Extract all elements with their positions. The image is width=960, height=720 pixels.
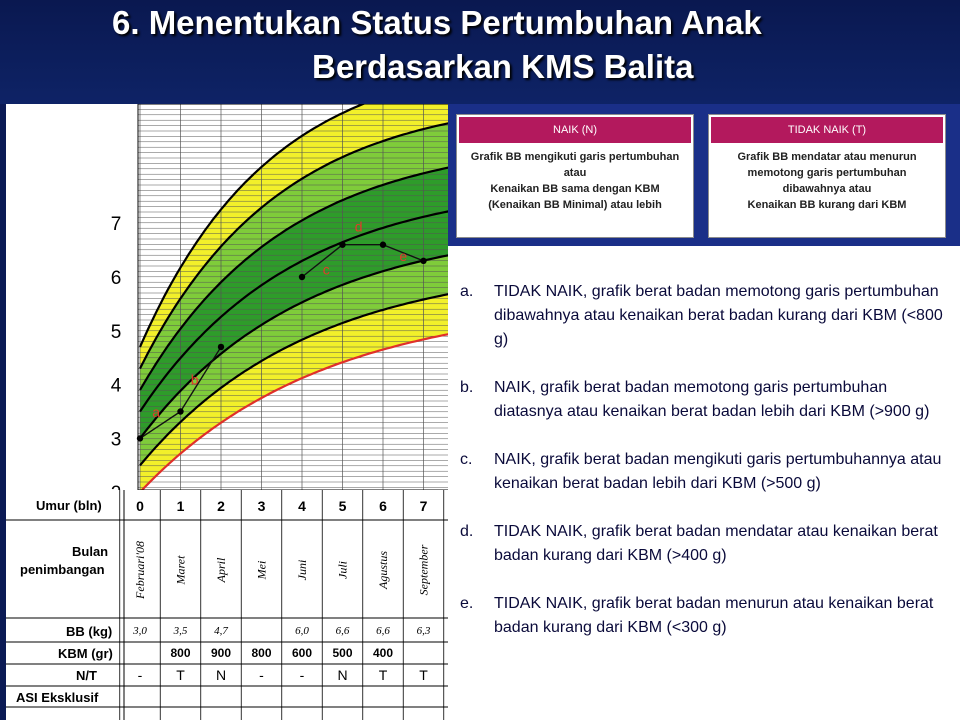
legend-tidak-line-2: Kenaikan BB kurang dari KBM — [747, 199, 907, 211]
nt-value: N — [337, 667, 348, 683]
kbm-label: KBM (gr) — [58, 646, 113, 661]
explanation-text: NAIK, grafik berat badan mengikuti garis pertumbuhannya atau kenaikan berat badan lebih dari KBM (>500 g) — [494, 451, 942, 492]
explanation-text: TIDAK NAIK, grafik berat badan menurun atau kenaikan berat badan kurang dari KBM (<300 g) — [494, 595, 934, 636]
explanation-panel — [448, 104, 960, 720]
weight-point — [177, 408, 183, 414]
weight-point — [420, 258, 426, 264]
nt-value: - — [137, 667, 143, 683]
explanation-letter: c. — [460, 451, 473, 468]
legend-naik-line-2: Kenaikan BB sama dengan KBM — [490, 183, 660, 195]
legend-naik-line-3: (Kenaikan BB Minimal) atau lebih — [488, 199, 662, 211]
kms-chart-panel — [6, 104, 450, 720]
weight-point — [380, 242, 386, 248]
legend-card-naik — [456, 114, 694, 238]
month-label: Maret — [173, 555, 188, 585]
point-label: b — [190, 371, 199, 388]
explanation-letter: b. — [460, 379, 474, 396]
kbm-value: 500 — [332, 646, 353, 660]
bb-value: 3,5 — [173, 625, 188, 637]
point-label: c — [322, 261, 330, 278]
bb-value: 6,6 — [335, 625, 350, 637]
explanation-item-b — [460, 376, 954, 424]
point-label: a — [152, 403, 161, 420]
weight-point — [339, 242, 345, 248]
weight-point — [299, 274, 305, 280]
y-tick-label: 7 — [110, 214, 122, 236]
x-tick-label: 2 — [217, 498, 225, 514]
kbm-value: 900 — [210, 646, 232, 660]
legend-tidak-header: TIDAK NAIK (T) — [711, 117, 943, 143]
plot-area — [138, 104, 450, 492]
y-tick-label: 5 — [110, 321, 122, 343]
month-label: Agustus — [376, 550, 390, 590]
kbm-value: 800 — [251, 646, 272, 660]
legend-tidak-line-1: Grafik BB mendatar atau menurun memotong garis pertumbuhan dibawahnya atau — [737, 151, 917, 195]
x-tick-label: 6 — [379, 498, 387, 514]
month-label: Februari'08 — [133, 541, 147, 599]
weight-point — [137, 435, 143, 441]
y-tick-label: 6 — [110, 268, 122, 289]
nt-value: T — [176, 667, 185, 683]
month-label: September — [416, 544, 431, 596]
x-tick-label: 7 — [419, 498, 428, 514]
legend-tidak-body — [709, 145, 945, 217]
kbm-value: 400 — [372, 646, 394, 660]
explanation-item-a — [460, 280, 954, 352]
kbm-value: 800 — [170, 646, 191, 660]
y-tick-label: 4 — [110, 375, 122, 397]
bb-value: 6,0 — [295, 625, 309, 637]
explanation-item-c — [460, 448, 954, 496]
bb-label: BB (kg) — [66, 624, 113, 639]
asi-label: ASI Eksklusif — [16, 690, 99, 705]
legend-strip — [448, 104, 960, 246]
umur-label: Umur (bln) — [36, 498, 102, 513]
bb-value: 6,3 — [416, 625, 431, 637]
kms-growth-chart — [6, 104, 450, 720]
nt-value: - — [259, 667, 264, 683]
x-tick-label: 3 — [257, 498, 266, 514]
nt-value: N — [215, 667, 227, 683]
legend-naik-header: NAIK (N) — [459, 117, 691, 143]
bb-value: 3,0 — [133, 625, 147, 637]
title-bar — [0, 0, 960, 104]
month-label: Juli — [335, 561, 350, 579]
month-label: April — [214, 557, 228, 583]
x-tick-label: 4 — [298, 498, 306, 514]
x-tick-label: 0 — [136, 498, 144, 514]
x-tick-label: 5 — [338, 498, 347, 514]
explanation-letter: d. — [460, 523, 474, 540]
point-label: d — [354, 218, 363, 235]
y-tick-label: 3 — [110, 429, 122, 451]
explanation-text: TIDAK NAIK, grafik berat badan mendatar atau kenaikan berat badan kurang dari KBM (>400 g) — [494, 523, 938, 564]
x-tick-label: 1 — [176, 498, 185, 514]
legend-naik-line-1: Grafik BB mengikuti garis pertumbuhan atau — [470, 151, 680, 179]
explanation-letter: e. — [460, 595, 474, 612]
bulan-label: Bulan — [72, 544, 109, 559]
nt-value: T — [378, 667, 388, 683]
point-label: e — [399, 247, 408, 264]
page-title-line-2: Berdasarkan KMS Balita — [312, 48, 694, 85]
bulan-label: penimbangan — [20, 562, 105, 577]
explanation-list — [460, 280, 954, 664]
nt-value: - — [299, 667, 305, 683]
explanation-text: NAIK, grafik berat badan memotong garis pertumbuhan diatasnya atau kenaikan berat badan lebih dari KBM (>900 g) — [494, 379, 930, 420]
bb-value: 6,6 — [376, 625, 390, 637]
month-label: Juni — [295, 559, 309, 581]
explanation-item-e — [460, 592, 954, 640]
page-title-line-1: 6. Menentukan Status Pertumbuhan Anak — [112, 4, 762, 41]
explanation-item-d — [460, 520, 954, 568]
legend-card-tidak-naik — [708, 114, 946, 238]
explanation-text: TIDAK NAIK, grafik berat badan memotong garis pertumbuhan dibawahnya atau kenaikan berat badan kurang dari KBM (<800 g) — [494, 283, 943, 348]
explanation-letter: a. — [460, 283, 474, 300]
bb-value: 4,7 — [214, 625, 228, 637]
weight-point — [218, 344, 224, 350]
month-label: Mei — [254, 560, 269, 580]
nt-label: N/T — [76, 668, 97, 683]
legend-naik-body — [457, 145, 693, 217]
kbm-value: 600 — [291, 646, 313, 660]
nt-value: T — [419, 667, 428, 683]
